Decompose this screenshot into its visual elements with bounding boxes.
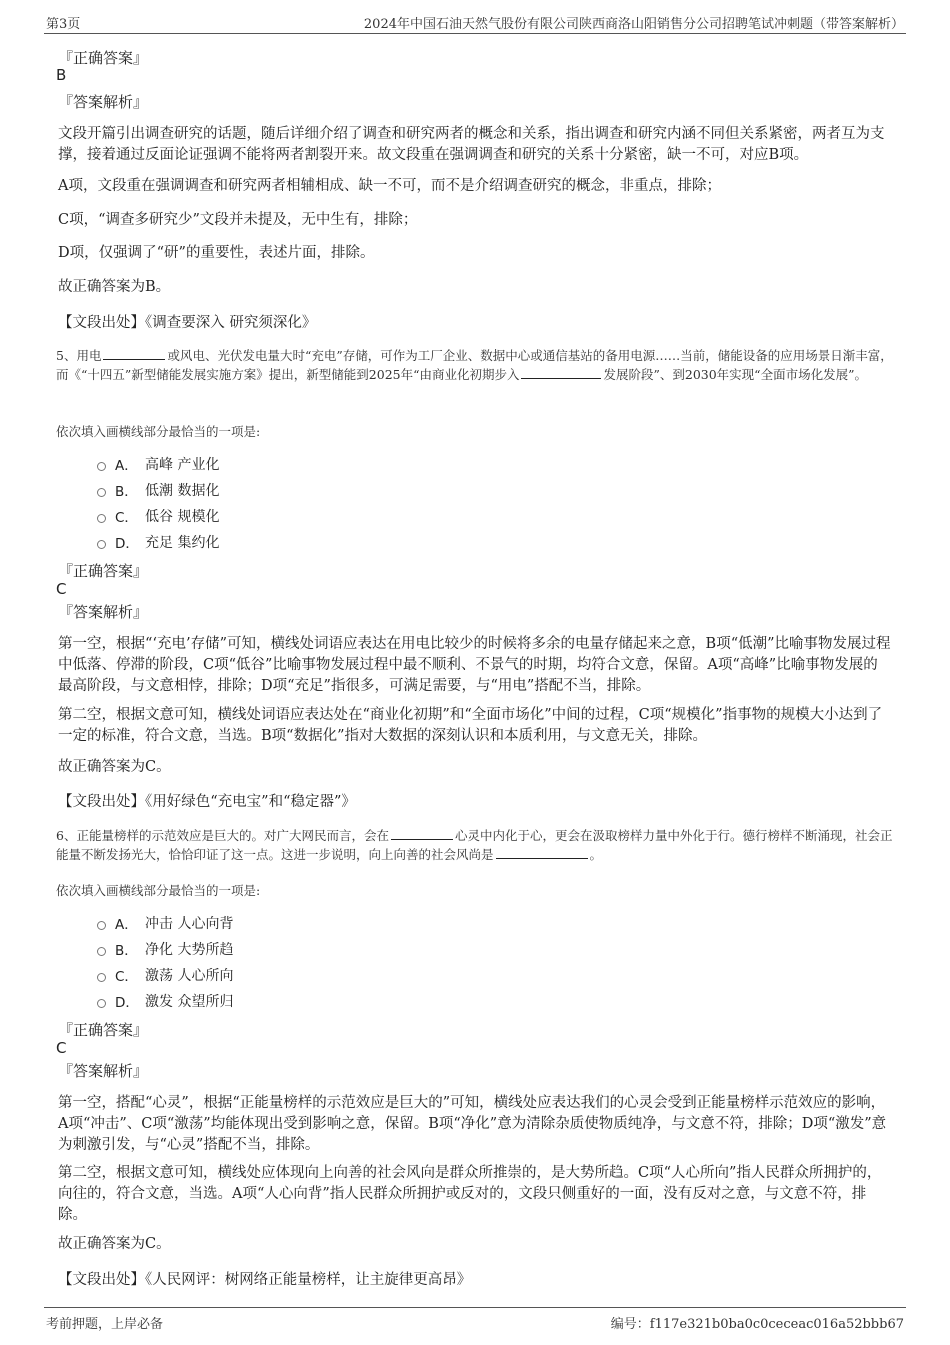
footer-divider [44,1307,906,1308]
q4-analysis-tag: 『答案解析』 [58,93,149,111]
q5-source: 【文段出处】《用好绿色“充电宝”和“稳定器”》 [58,794,356,810]
q6-prompt: 依次填入画横线部分最恰当的一项是: [56,883,261,898]
q6-answer-tag: 『正确答案』 [58,1021,149,1039]
footer-slogan: 考前押题，上岸必备 [46,1317,164,1332]
q5-question [56,346,896,384]
q6-option-c[interactable]: C． 激荡 人心所向 [97,965,233,985]
q6-analysis-tag: 『答案解析』 [58,1062,149,1080]
q4-analysis-para-2: A项，文段重在强调调查和研究两者相辅相成、缺一不可，而不是介绍调查研究的概念，非重点，排除； [58,178,721,194]
radio-icon[interactable] [97,488,106,497]
q6-blank-1 [391,827,453,840]
q4-analysis-para-4: D项，仅强调了“研”的重要性，表述片面，排除。 [58,245,375,261]
q5-text-3: 发展阶段”、到2030年实现“全面市场化发展”。 [603,367,867,382]
q5-answer-tag: 『正确答案』 [58,562,149,580]
q4-answer: B [56,66,67,84]
q5-text-2: 或风电、光伏发电量大时“充电”存储，可作为工厂企业、数据中心或通信基站的备用电源……当前，储能设备的应用场景日渐丰富，而《“十四五”新型储能发展实施方案》提出，新型储能到2025年“由商业化初期步入 [56,348,893,382]
q6-text-1: 6、正能量榜样的示范效应是巨大的。对广大网民而言，会在 [56,828,389,843]
header-divider [44,33,906,34]
q6-blank-2 [496,846,588,859]
q4-source: 【文段出处】《调查要深入 研究须深化》 [58,315,317,331]
q5-analysis-para-3: 故正确答案为C。 [58,759,171,775]
document-id: 编号：f117e321b0ba0c0ceceac016a52bbb67 [610,1317,904,1332]
q6-option-d[interactable]: D． 激发 众望所归 [97,991,233,1011]
q6-option-a[interactable]: A． 冲击 人心向背 [97,913,233,933]
radio-icon[interactable] [97,973,106,982]
q5-answer: C [56,580,67,598]
radio-icon[interactable] [97,514,106,523]
q5-option-b[interactable]: B． 低潮 数据化 [97,480,219,500]
radio-icon[interactable] [97,921,106,930]
page-number: 第3页 [46,17,81,32]
q4-answer-tag: 『正确答案』 [58,49,149,67]
q4-analysis-para-3: C项，“调查多研究少”文段并未提及，无中生有，排除； [58,212,418,228]
q6-answer: C [56,1039,67,1057]
q5-text-1: 5、用电 [56,348,102,363]
q6-question [56,826,896,864]
q6-option-b[interactable]: B． 净化 大势所趋 [97,939,233,959]
q4-analysis-para-1: 文段开篇引出调查研究的话题，随后详细介绍了调查和研究两者的概念和关系，指出调查和研究内涵不同但关系紧密，两者互为支撑，接着通过反面论证强调不能将两者割裂开来。故文段重在强调调查和研究的关系十分紧密，缺一不可，对应B项。 [58,126,885,163]
radio-icon[interactable] [97,947,106,956]
q5-blank-1 [103,347,165,360]
q5-analysis-para-1: 第一空，根据“‘充电’存储”可知，横线处词语应表达在用电比较少的时候将多余的电量存储起来之意，B项“低潮”比喻事物发展过程中低落、停滞的阶段，C项“低谷”比喻事物发展过程中最不顺利、不景气的时期，均符合文意，保留。A项“高峰”比喻事物发展的最高阶段，与文意相悖，排除；D项“充足”指很多，可满足需要，与“用电”搭配不当，排除。 [58,636,891,694]
q6-analysis-para-1: 第一空，搭配“心灵”，根据“正能量榜样的示范效应是巨大的”可知，横线处应表达我们的心灵会受到正能量榜样示范效应的影响，A项“冲击”、C项“激荡”均能体现出受到影响之意，保留。B项“净化”意为清除杂质使物质纯净，与文意不符，排除；D项“激发”意为刺激引发，与“心灵”搭配不当，排除。 [58,1095,887,1153]
q5-option-d[interactable]: D． 充足 集约化 [97,532,219,552]
radio-icon[interactable] [97,540,106,549]
q5-analysis-tag: 『答案解析』 [58,603,149,621]
radio-icon[interactable] [97,999,106,1008]
document-title: 2024年中国石油天然气股份有限公司陕西商洛山阳销售分公司招聘笔试冲刺题（带答案解析） [363,17,904,32]
q5-option-c[interactable]: C． 低谷 规模化 [97,506,219,526]
q6-analysis-para-2: 第二空，根据文意可知，横线处应体现向上向善的社会风向是群众所推崇的，是大势所趋。C项“人心所向”指人民群众所拥护的，向往的，符合文意，当选。A项“人心向背”指人民群众所拥护或反对的，文段只侧重好的一面，没有反对之意，与文意不符，排除。 [58,1165,882,1223]
q6-analysis-para-3: 故正确答案为C。 [58,1236,171,1252]
q6-source: 【文段出处】《人民网评：树网络正能量榜样，让主旋律更高昂》 [58,1272,472,1288]
q4-analysis-para-5: 故正确答案为B。 [58,279,171,295]
q5-prompt: 依次填入画横线部分最恰当的一项是: [56,424,261,439]
q5-analysis-para-2: 第二空，根据文意可知，横线处词语应表达处在“商业化初期”和“全面市场化”中间的过程，C项“规模化”指事物的规模大小达到了一定的标准，符合文意，当选。B项“数据化”指对大数据的深刻认识和本质利用，与文意无关，排除。 [58,707,883,744]
q5-blank-2 [521,366,601,379]
q6-text-2: 心灵中内化于心，更会在汲取榜样力量中外化于行。德行榜样不断涌现，社会正能量不断发扬光大，恰恰印证了这一点。这进一步说明，向上向善的社会风尚是 [56,828,893,862]
q6-text-3: 。 [589,847,603,862]
q5-option-a[interactable]: A． 高峰 产业化 [97,454,219,474]
radio-icon[interactable] [97,462,106,471]
